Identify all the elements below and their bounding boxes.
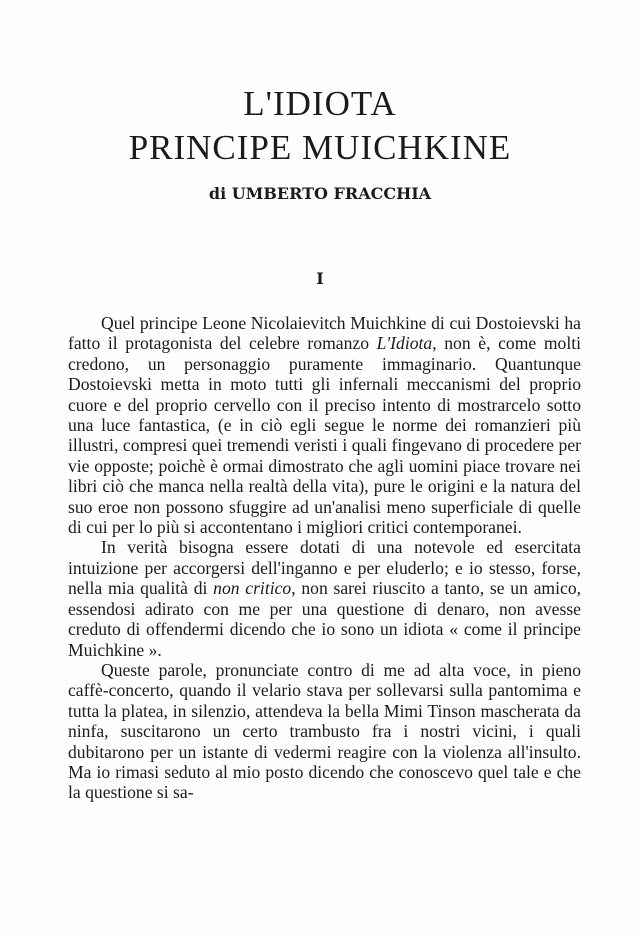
book-title-italic: L'Idiota bbox=[376, 333, 433, 354]
paragraph-1 bbox=[68, 313, 581, 537]
paragraph-2-text-cont: , non sarei riuscito a tanto, se un amico, essendosi adirato con me per una questione di denaro, non avesse creduto di offendermi dicendo che io sono un idiota « come il principe Muichkine ». bbox=[68, 578, 582, 660]
paragraph-2-text: In verità bisogna essere dotati di una notevole ed esercitata intuizione per accorgersi dell'inganno e per eluderlo; e io stesso, forse, nella mia qualità di bbox=[68, 537, 581, 599]
non-critico-italic: non critico bbox=[213, 578, 292, 599]
paragraph-3-text: Queste parole, pronunciate contro di me ad alta voce, in pieno caffè-concerto, quando il velario stava per sollevarsi sulla pantomima e tutta la platea, in silenzio, attendeva la bella Mimi Tinson mascherata da ninfa, suscitarono un certo trambusto fra i nostri vicini, i quali dubitarono per un istante di vedermi reagire con la violenza all'insulto. Ma io rimasi seduto al mio posto dicendo che conoscevo quel tale e che la questione si sa- bbox=[68, 659, 581, 803]
body-text bbox=[68, 313, 581, 803]
author-byline: di UMBERTO FRACCHIA bbox=[208, 184, 432, 203]
section-number: I bbox=[316, 269, 324, 288]
title-line-1: L'IDIOTA bbox=[243, 84, 397, 123]
paragraph-2 bbox=[68, 537, 581, 659]
title-line-2: PRINCIPE MUICHKINE bbox=[128, 128, 512, 167]
paragraph-1-text-cont: , non è, come molti credono, un personaggio puramente immaginario. Quantunque Dostoievski metta in moto tutti gli infernali meccanismi del proprio cuore e del proprio cervello con il preciso intento di mostrarcelo sotto una luce fantastica, (e in ciò egli segue le norme dei romanzieri più illustri, compresi quei tremendi veristi i quali fingevano di procedere per vie opposte; poichè è ormai dimostrato che agli uomini piace trovare nei libri ciò che manca nella realtà della vita), pure le origini e la natura del suo eroe non possono sfuggire ad un'analisi meno superficiale di quelle di cui per lo più si accontentano i migliori critici contemporanei. bbox=[68, 333, 581, 538]
paragraph-3 bbox=[68, 660, 581, 803]
paragraph-1-text: Quel principe Leone Nicolaievitch Muichkine di cui Dostoievski ha fatto il protagonista del celebre romanzo bbox=[68, 313, 581, 354]
